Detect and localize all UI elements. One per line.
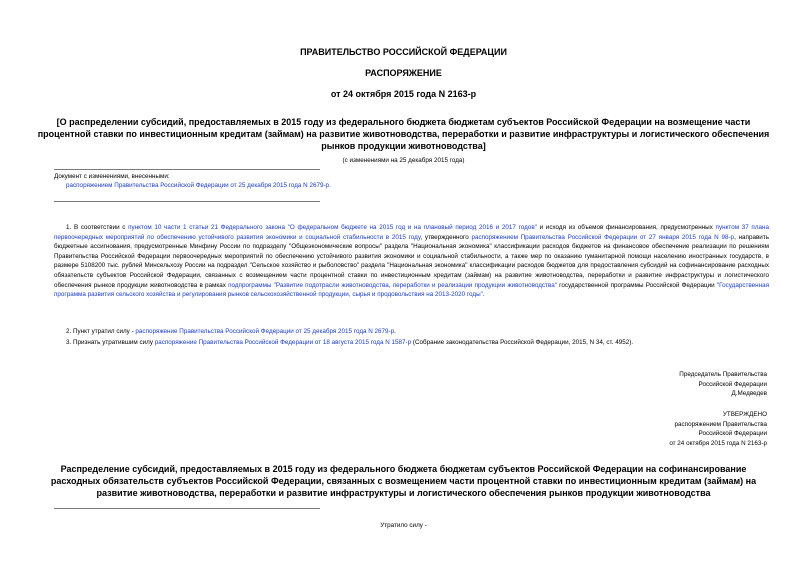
text: . <box>482 291 485 299</box>
heading-line: расходных обязательств субъектов Российской Федерации, связанных с возмещением части процентной ставки по инвестиционным кредитам (займам) на <box>50 476 757 486</box>
approval-line: распоряжением Правительства <box>674 420 767 428</box>
text: государственной программы Российской Федерации <box>556 281 717 289</box>
state-program-link[interactable]: "Государственная программа развития сельского хозяйства и регулирования рынков сельскохозяйственной продукции, сырья и продовольствия на 2013-2020 годы" <box>54 281 770 299</box>
document-date-number: от 24 октября 2015 года N 2163-р <box>330 89 477 99</box>
signature-title: Российской Федерации <box>698 380 767 388</box>
signature-name: Д.Медведев <box>731 390 767 397</box>
decree-link[interactable]: распоряжением Правительства Российской Федерации от 27 января 2015 года N 98-р <box>471 233 735 241</box>
approval-block <box>669 410 767 448</box>
changes-note: (с изменениями на 25 декабря 2015 года) <box>342 157 465 164</box>
approved-label: УТВЕРЖДЕНО <box>722 411 767 418</box>
paragraph-1 <box>54 223 769 300</box>
document-type: РАСПОРЯЖЕНИЕ <box>365 68 442 78</box>
text: 2. Пункт утратил силу - <box>66 328 136 335</box>
text: 1. В соответствии с <box>66 224 129 231</box>
text: 3. Признать утратившим силу <box>66 339 155 346</box>
decree-link[interactable]: распоряжение Правительства Российской Федерации от 25 декабря 2015 года N 2679-р <box>135 328 395 335</box>
law-link[interactable]: пунктом 10 части 1 статьи 21 Федерального закона "О федеральном бюджете на 2015 год и на плановый период 2016 и 2017 годов" <box>128 224 537 231</box>
amendments-intro: Документ с изменениями, внесенными: <box>54 173 170 180</box>
approval-line: от 24 октября 2015 года N 2163-р <box>669 439 767 447</box>
government-heading: ПРАВИТЕЛЬСТВО РОССИЙСКОЙ ФЕДЕРАЦИИ <box>300 47 507 57</box>
heading-line: Распределение субсидий, предоставляемых в 2015 году из федерального бюджета бюджетам субъектов Российской Федерации на софинансирование <box>60 464 747 474</box>
paragraph-3 <box>54 338 769 348</box>
subprogram-link[interactable]: подпрограммы "Развитие подотрасли животноводства, переработки и реализации продукции животноводства" <box>228 281 557 289</box>
title-line: процентной ставки по инвестиционным кредитам (займам) на развитие животноводства, переработки и развитие инфраструктуры и логистического обеспечения <box>37 129 770 139</box>
signature-title: Председатель Правительства <box>679 371 767 378</box>
approval-line: Российской Федерации <box>698 430 767 437</box>
distribution-heading <box>0 463 807 499</box>
text: , утвержденного <box>420 233 472 241</box>
signature-block <box>679 370 767 399</box>
text: , направить бюджетные ассигнования, предусмотренные Минфину России по подразделу "Общеэкономические вопросы" раздела "Национальная экономика" классификации расходов бюджетов на финансовое обеспечение реализации по решениям Правительства Российской Федерации первоочередных мероприятий по обеспечению устойчивого развития экономики и социальной стабильности, а также мер по оказанию гуманитарной помощи населению иностранных государств, в размере 5108200 тыс. рублей Минсельхозу России на подраздел "Сельское хозяйство и рыболовство" раздела "Национальная экономика" классификации расходов бюджетов для предоставления субсидий на софинансирование расходных обязательств субъектов Российской Федерации, связанных с возмещением части процентной ставки по инвестиционным кредитам (займам) на развитие животноводства, переработки и развитие инфраструктуры и логистического обеспечения рынков продукции животноводства в рамках <box>54 233 769 289</box>
heading-line: развитие животноводства, переработки и развитие инфраструктуры и логистического обеспечения рынков продукции животноводства <box>96 488 711 498</box>
paragraph-2 <box>54 327 769 337</box>
title-line: [О распределении субсидий, предоставляемых в 2015 году из федерального бюджета бюджетам субъектов Российской Федерации на возмещение части <box>56 117 751 127</box>
expired-note: Утратило силу - <box>380 522 427 529</box>
amendment-link[interactable]: распоряжением Правительства Российской Федерации от 25 декабря 2015 года N 2679-р. <box>66 182 331 189</box>
text: . <box>394 328 396 335</box>
text: и исходя из объемов финансирования, предусмотренных <box>536 224 716 231</box>
document-title <box>0 116 807 152</box>
decree-link[interactable]: распоряжение Правительства Российской Федерации от 18 августа 2015 года N 1587-р <box>154 339 412 346</box>
divider <box>54 169 320 170</box>
plan-link[interactable]: пунктом 37 плана первоочередных мероприятий по обеспечению устойчивого развития экономики и социальной стабильности в 2015 году <box>54 224 769 241</box>
divider <box>54 201 320 202</box>
title-line: рынков продукции животноводства] <box>321 141 486 151</box>
divider <box>54 508 320 509</box>
text: (Собрание законодательства Российской Федерации, 2015, N 34, ст. 4952). <box>411 339 634 346</box>
